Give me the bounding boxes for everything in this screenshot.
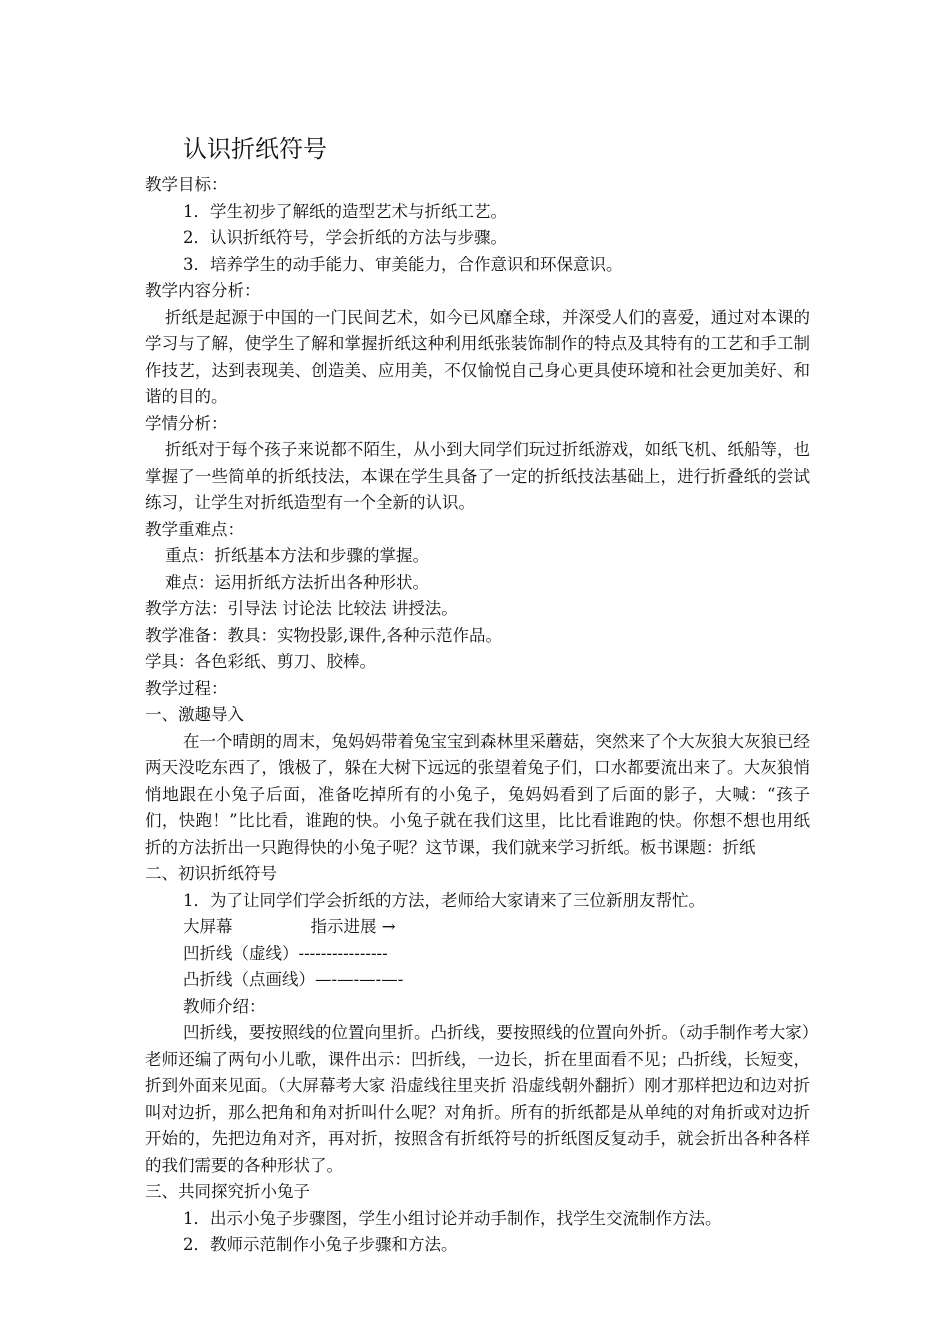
section1-heading: 一、激趣导入 xyxy=(145,705,244,724)
document-title: 认识折纸符号 xyxy=(183,135,327,163)
section3-item-1: 1．出示小兔子步骤图，学生小组讨论并动手制作，找学生交流制作方法。 xyxy=(183,1208,722,1228)
teacher-intro: 教师介绍： xyxy=(183,996,266,1016)
key-point-difficulty: 难点：运用折纸方法折出各种形状。 xyxy=(165,572,429,592)
section1-text: 在一个晴朗的周末，兔妈妈带着兔宝宝到森林里采蘑菇，突然来了个大灰狼大灰狼已经两天没吃东西了，饿极了，躲在大树下远远的张望着兔子们，口水都要流出来了。大灰狼悄悄地跟在小兔子后面，准备吃掉所有的小兔子，兔妈妈看到了后面的影子，大喊：“孩子们，快跑！”比比看，谁跑的快。小兔子就在我们这里，比比看谁跑的快。你想不想也用纸折的方法折出一只跑得快的小兔子呢？这节课，我们就来学习折纸。板书课题：折纸 xyxy=(145,731,810,857)
key-point-focus: 重点：折纸基本方法和步骤的掌握。 xyxy=(165,546,429,565)
progress-label: 指示进展 → xyxy=(310,917,396,936)
process-heading: 教学过程： xyxy=(145,678,228,698)
teaching-methods: 教学方法：引导法 讨论法 比较法 讲授法。 xyxy=(145,599,458,618)
objective-item-3: 3．培养学生的动手能力、审美能力，合作意识和环保意识。 xyxy=(183,254,623,274)
learner-analysis-text: 折纸对于每个孩子来说都不陌生，从小到大同学们玩过折纸游戏，如纸飞机、纸船等，也掌握了一些简单的折纸技法，本课在学生具备了一定的折纸技法基础上，进行折叠纸的尝试练习，让学生对折纸造型有一个全新的认识。 xyxy=(145,440,810,512)
teaching-prep: 教学准备：教具：实物投影,课件,各种示范作品。 xyxy=(145,625,502,645)
screen-label: 大屏幕 xyxy=(183,917,233,936)
valley-fold-line: 凹折线（虚线）---------------- xyxy=(183,943,388,963)
section2-text: 凹折线，要按照线的位置向里折。凸折线，要按照线的位置向外折。（动手制作考大家）老师还编了两句小儿歌，课件出示：凹折线，一边长，折在里面看不见；凸折线，长短变，折到外面来见面。（大屏幕考大家 沿虚线往里夹折 沿虚线朝外翻折）刚才那样把边和边对折叫对边折，那么把角和角对折叫什么呢？对角折。所有的折纸都是从单纯的对角折或对边折开始的，先把边角对齐，再对折，按照含有折纸符号的折纸图反复动手，就会折出各种各样的我们需要的各种形状了。 xyxy=(145,1023,810,1175)
objective-item-1: 1．学生初步了解纸的造型艺术与折纸工艺。 xyxy=(183,201,507,221)
section3-item-2: 2．教师示范制作小兔子步骤和方法。 xyxy=(183,1235,458,1254)
section3-heading: 三、共同探究折小兔子 xyxy=(145,1182,310,1201)
mountain-fold-line: 凸折线（点画线）—-—-—-—- xyxy=(183,970,404,989)
learner-analysis-heading: 学情分析： xyxy=(145,413,228,433)
student-tools: 学具：各色彩纸、剪刀、胶棒。 xyxy=(145,652,376,671)
objective-item-2: 2．认识折纸符号，学会折纸的方法与步骤。 xyxy=(183,228,507,247)
section2-item-1: 1．为了让同学们学会折纸的方法，老师给大家请来了三位新朋友帮忙。 xyxy=(183,890,705,910)
content-analysis-heading: 教学内容分析： xyxy=(145,281,261,300)
objectives-heading: 教学目标： xyxy=(145,175,228,194)
key-points-heading: 教学重难点： xyxy=(145,519,244,539)
screen-row xyxy=(145,914,810,941)
content-analysis-text: 折纸是起源于中国的一门民间艺术，如今已风靡全球，并深受人们的喜爱，通过对本课的学习与了解，使学生了解和掌握折纸这种利用纸张装饰制作的特点及其特有的工艺和手工制作技艺，达到表现美、创造美、应用美，不仅愉悦自己身心更具使环境和社会更加美好、和谐的目的。 xyxy=(145,307,810,406)
section2-heading: 二、初识折纸符号 xyxy=(145,864,277,883)
document-body xyxy=(145,172,810,1259)
